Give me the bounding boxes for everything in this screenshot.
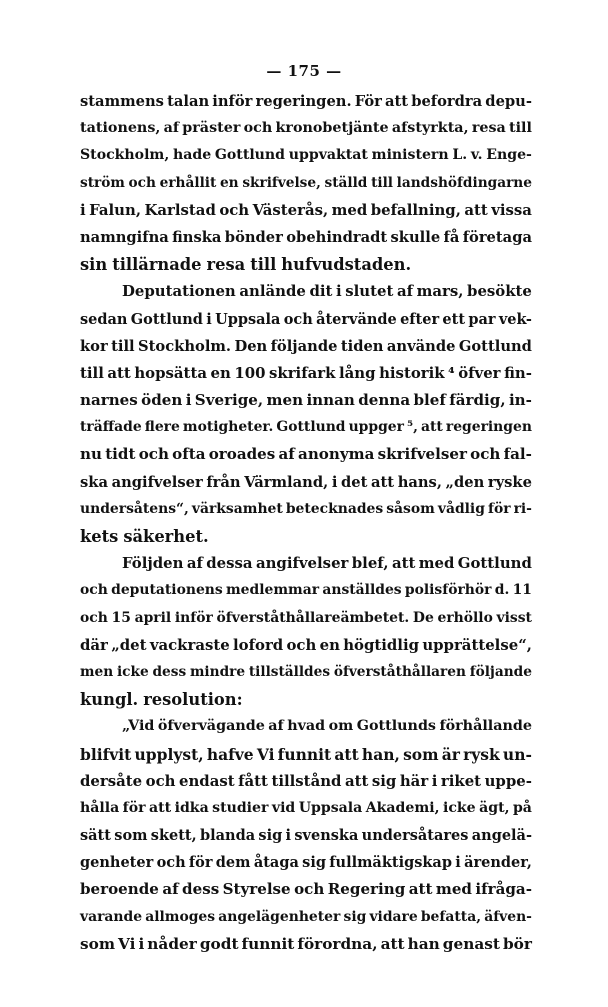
text-line: kungl. resolution: [80,690,243,710]
text-line: och 15 april inför öfverståthållareämbetet. De erhöllo visst [80,609,532,626]
text-line: undersåtens“, värksamhet betecknades såsom vådlig för ri- [80,500,532,517]
text-line: hålla för att idka studier vid Uppsala Akademi, icke ägt, på [80,799,532,816]
text-line: som Vi i nåder godt funnit förordna, att han genast bör [80,934,532,953]
text-line: Deputationen anlände dit i slutet af mars, besökte [122,282,532,301]
text-line: ström och erhållit en skrifvelse, ställd till landshöfdingarne [80,174,532,191]
text-line: varande allmoges angelägenheter sig vidare befatta, äfven- [80,908,532,925]
text-line: sin tillärnade resa till hufvudstaden. [80,255,412,275]
text-line: dersåte och endast fått tillstånd att sig här i riket uppe- [80,771,532,790]
text-line: och deputationens medlemmar anställdes polisförhör d. 11 [80,582,532,599]
text-line: ska angifvelser från Värmland, i det att hans, „den ryske [80,473,532,491]
text-line: sedan Gottlund i Uppsala och återvände efter ett par vek- [80,310,532,328]
text-line: där „det vackraste loford och en högtidlig upprättelse“, [80,635,532,654]
text-line: kets säkerhet. [80,527,209,546]
text-line: till att hopsätta en 100 skrifark lång historik ⁴ öfver fin- [80,363,532,382]
text-line: i Falun, Karlstad och Västerås, med befallning, att vissa [80,200,532,219]
text-line: sätt som skett, blanda sig i svenska undersåtares angelä- [80,827,532,845]
text-line: tationens, af präster och kronobetjänte afstyrkta, resa till [80,120,532,137]
text-line: beroende af dess Styrelse och Regering att med ifråga- [80,880,532,899]
text-line: Följden af dessa angifvelser blef, att med Gottlund [122,554,532,573]
body-text [80,88,532,958]
page-number: — 175 — [266,62,342,80]
text-line: Stockholm, hade Gottlund uppvaktat ministern L. v. Enge- [80,147,532,164]
text-line: kor till Stockholm. Den följande tiden använde Gottlund [80,337,532,355]
text-line: namngifna finska bönder obehindradt skulle få företaga [80,228,532,246]
text-line: men icke dess mindre tillställdes öfverståthållaren följande [80,663,532,680]
text-line: „Vid öfvervägande af hvad om Gottlunds förhållande [122,718,532,735]
text-line: genheter och för dem åtaga sig fullmäktigskap i ärender, [80,854,532,872]
text-line: narnes öden i Sverige, men innan denna blef färdig, in- [80,391,532,410]
text-line: träffade flere motigheter. Gottlund uppger ⁵, att regeringen [80,419,532,436]
text-line: blifvit upplyst, hafve Vi funnit att han, som är rysk un- [80,744,532,764]
text-line: nu tidt och ofta oroades af anonyma skrifvelser och fal- [80,445,532,464]
text-line: stammens talan inför regeringen. För att befordra depu- [80,93,532,110]
